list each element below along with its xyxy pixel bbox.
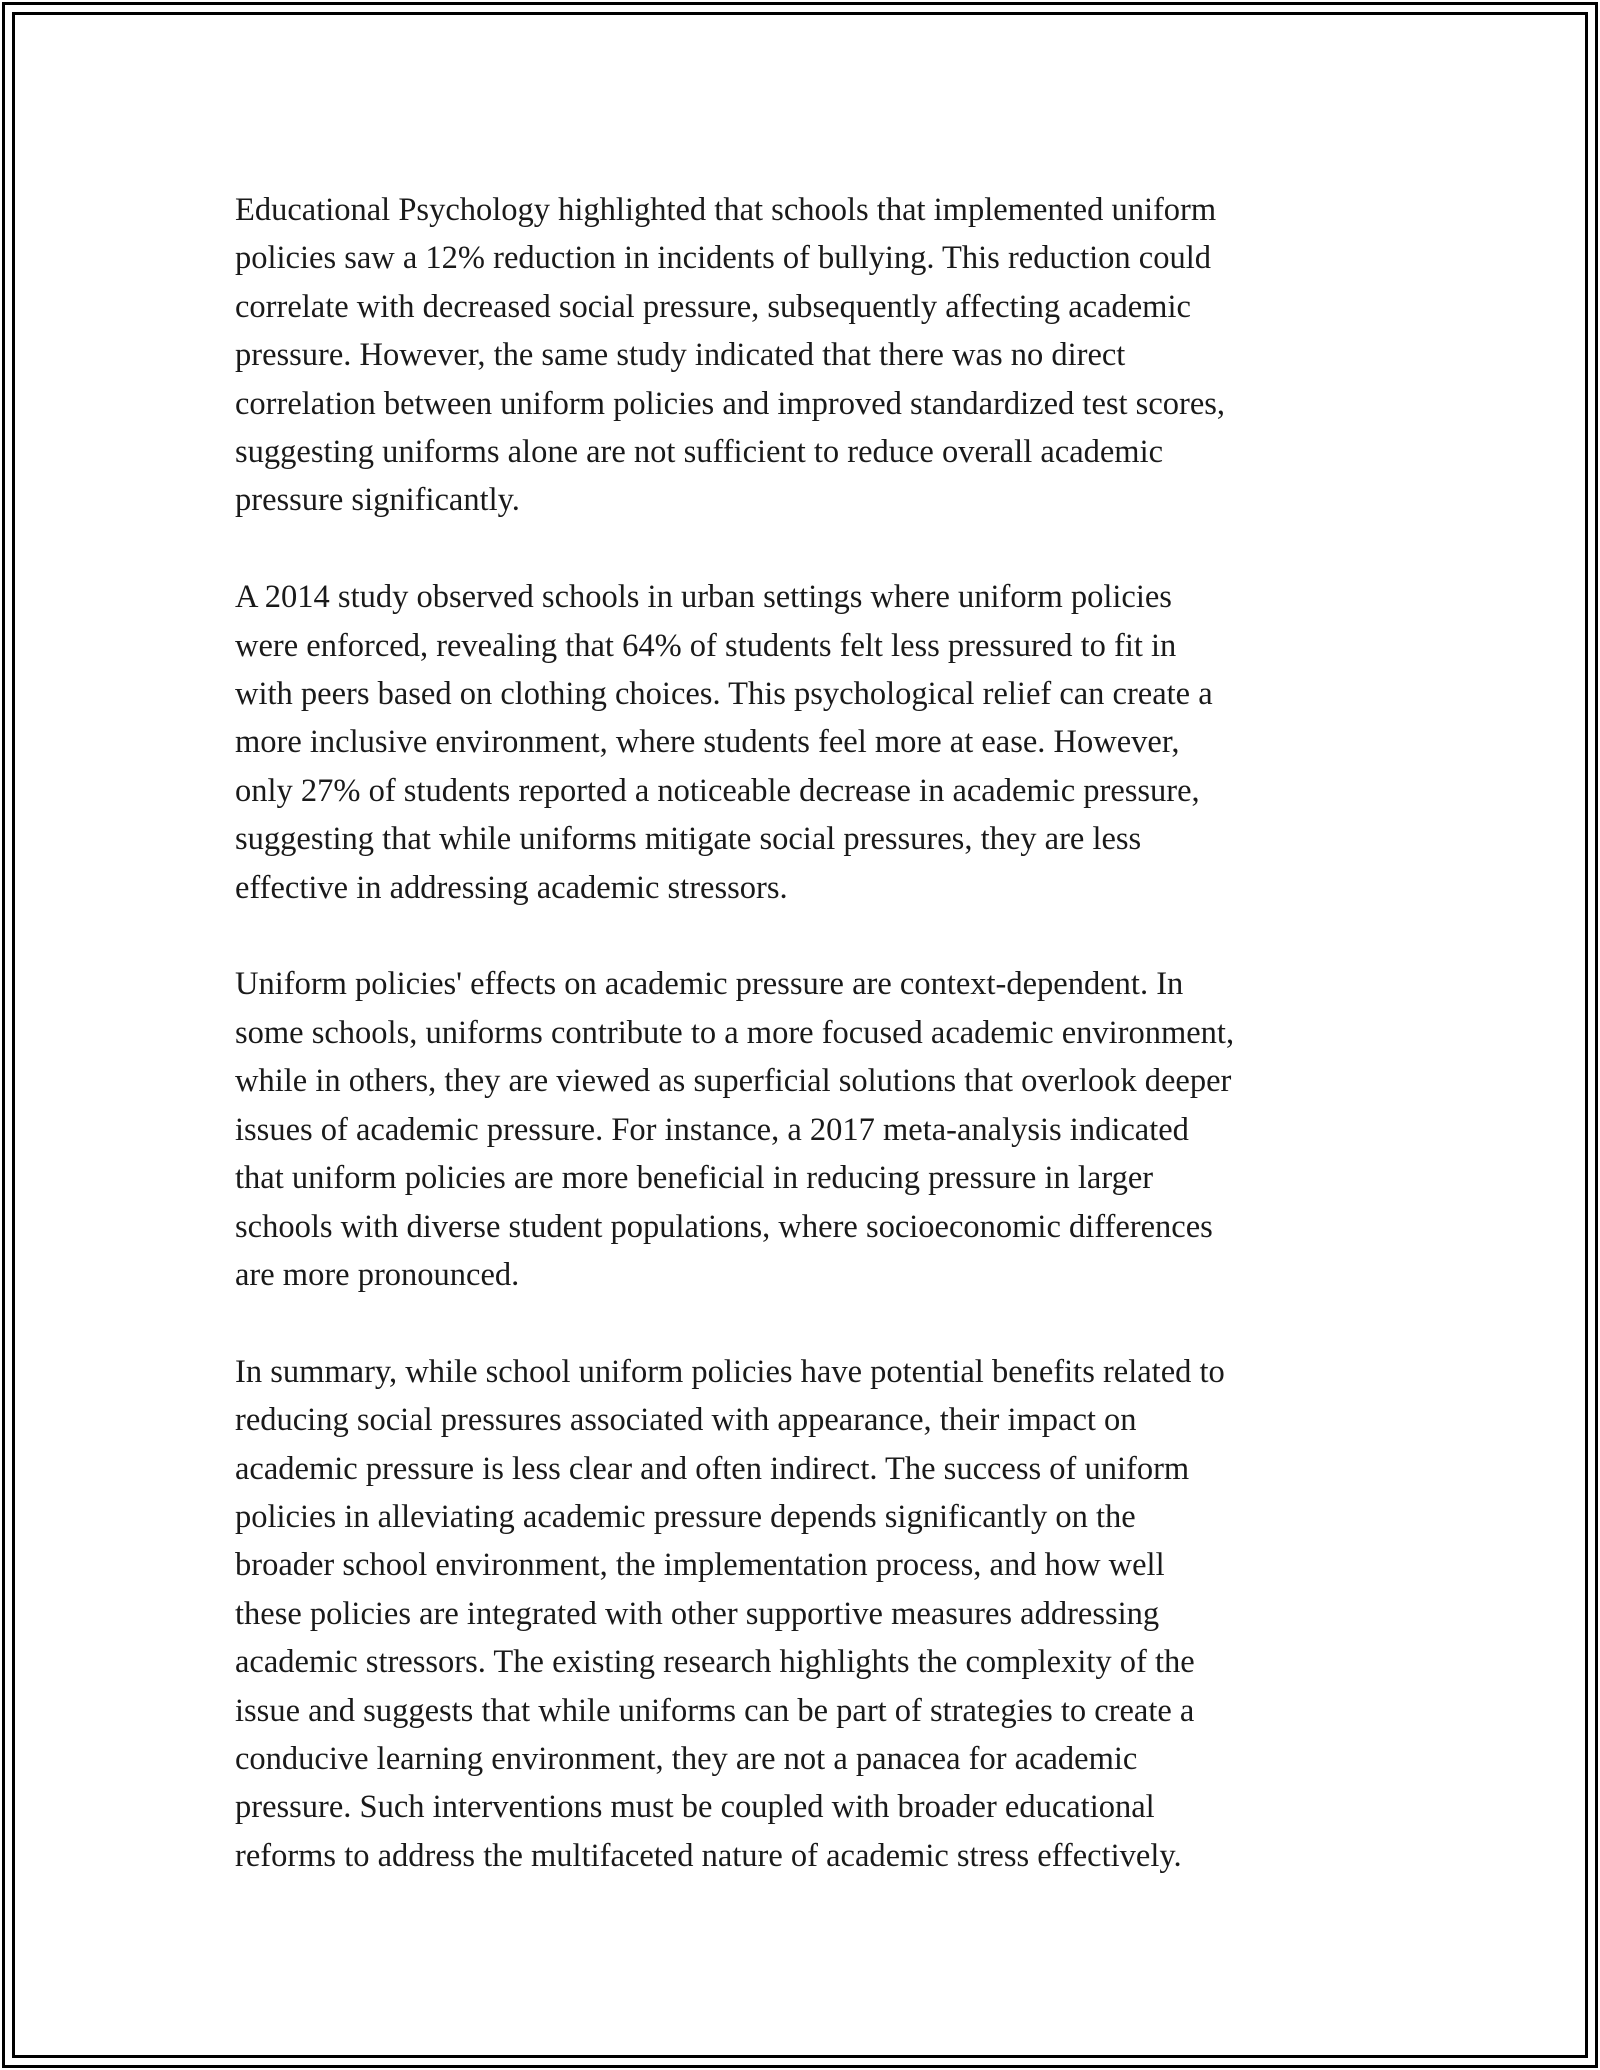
paragraph-4	[235, 1348, 1375, 1880]
text-line: suggesting uniforms alone are not sufficient to reduce overall academic	[235, 434, 1164, 471]
text-line: only 27% of students reported a noticeable decrease in academic pressure,	[235, 772, 1200, 809]
paragraph-3	[235, 960, 1375, 1299]
text-line: were enforced, revealing that 64% of students felt less pressured to fit in	[235, 627, 1177, 664]
text-line: conducive learning environment, they are not a panacea for academic	[235, 1740, 1138, 1777]
text-line: some schools, uniforms contribute to a more focused academic environment,	[235, 1014, 1235, 1051]
text-line: that uniform policies are more beneficial in reducing pressure in larger	[235, 1160, 1154, 1197]
text-line: with peers based on clothing choices. This psychological relief can create a	[235, 676, 1213, 713]
text-line: these policies are integrated with other supportive measures addressing	[235, 1595, 1160, 1632]
text-line: policies in alleviating academic pressure depends significantly on the	[235, 1498, 1136, 1535]
text-line: while in others, they are viewed as superficial solutions that overlook deeper	[235, 1063, 1232, 1100]
text-line: Uniform policies' effects on academic pressure are context-dependent. In	[235, 966, 1184, 1003]
text-line: reducing social pressures associated with appearance, their impact on	[235, 1402, 1137, 1439]
text-line: issues of academic pressure. For instance, a 2017 meta-analysis indicated	[235, 1111, 1189, 1148]
paragraph-2	[235, 573, 1375, 912]
document-body	[235, 186, 1375, 1880]
text-line: schools with diverse student populations, where socioeconomic differences	[235, 1208, 1213, 1245]
text-line: effective in addressing academic stressors.	[235, 869, 788, 906]
text-line: academic stressors. The existing research highlights the complexity of the	[235, 1644, 1195, 1681]
text-line: issue and suggests that while uniforms can be part of strategies to create a	[235, 1692, 1195, 1729]
text-line: pressure. However, the same study indicated that there was no direct	[235, 337, 1126, 374]
text-line: pressure significantly.	[235, 482, 520, 519]
paragraph-1	[235, 186, 1375, 525]
text-line: In summary, while school uniform policies have potential benefits related to	[235, 1353, 1225, 1390]
text-line: policies saw a 12% reduction in incidents of bullying. This reduction could	[235, 240, 1212, 277]
text-line: reforms to address the multifaceted nature of academic stress effectively.	[235, 1837, 1182, 1874]
text-line: suggesting that while uniforms mitigate social pressures, they are less	[235, 821, 1142, 858]
text-line: Educational Psychology highlighted that schools that implemented uniform	[235, 192, 1217, 228]
text-line: academic pressure is less clear and often indirect. The success of uniform	[235, 1450, 1190, 1487]
text-line: correlation between uniform policies and improved standardized test scores,	[235, 385, 1226, 422]
text-line: are more pronounced.	[235, 1256, 520, 1293]
text-line: more inclusive environment, where students feel more at ease. However,	[235, 724, 1180, 761]
text-line: correlate with decreased social pressure, subsequently affecting academic	[235, 288, 1191, 325]
text-line: pressure. Such interventions must be coupled with broader educational	[235, 1789, 1155, 1826]
text-line: broader school environment, the implementation process, and how well	[235, 1547, 1165, 1584]
text-line: A 2014 study observed schools in urban settings where uniform policies	[235, 579, 1172, 616]
